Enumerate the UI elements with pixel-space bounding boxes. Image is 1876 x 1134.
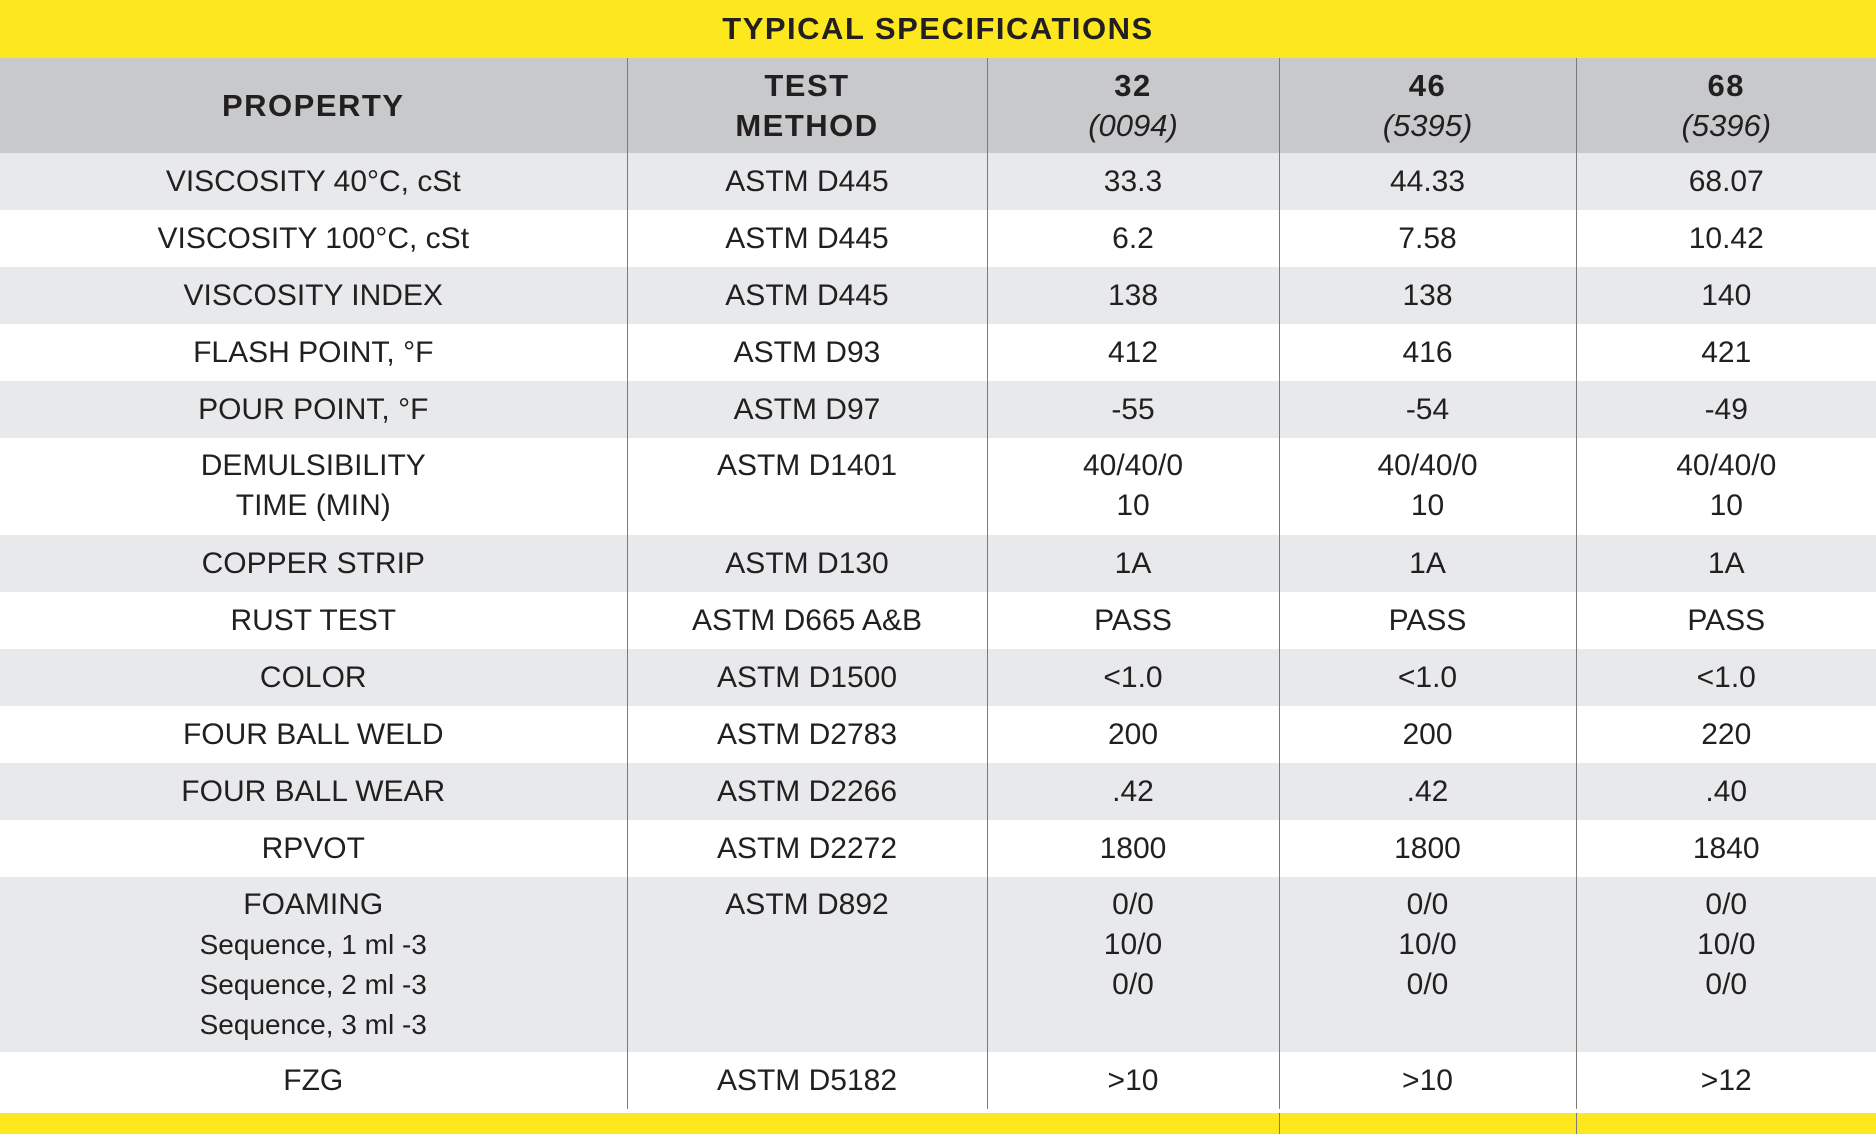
value-cell: .42 bbox=[1279, 763, 1576, 820]
value-cell: -49 bbox=[1576, 381, 1876, 438]
value-line: 10/0 bbox=[1697, 928, 1756, 961]
value-cell: 1A bbox=[1279, 535, 1576, 592]
method-cell: ASTM D2272 bbox=[627, 820, 987, 877]
value-cell: <1.0 bbox=[1576, 649, 1876, 706]
value-cell: 10.42 bbox=[1576, 210, 1876, 267]
method-cell: ASTM D445 bbox=[627, 210, 987, 267]
value-line: 10 bbox=[1410, 489, 1445, 522]
table-row bbox=[0, 877, 1876, 1052]
header-row bbox=[0, 58, 1876, 153]
grade-code: (5396) bbox=[1681, 107, 1772, 143]
property-cell: POUR POINT, °F bbox=[198, 392, 429, 426]
table-row bbox=[0, 763, 1876, 820]
method-cell: ASTM D97 bbox=[627, 381, 987, 438]
property-cell: FOUR BALL WELD bbox=[182, 717, 444, 751]
value-cell: 6.2 bbox=[987, 210, 1279, 267]
table-row bbox=[0, 706, 1876, 763]
value-cell bbox=[1279, 438, 1576, 535]
value-cell: 1800 bbox=[1279, 820, 1576, 877]
method-cell: ASTM D2266 bbox=[627, 763, 987, 820]
property-line: Sequence, 3 ml -3 bbox=[199, 1009, 427, 1040]
value-line: 0/0 bbox=[1406, 888, 1449, 921]
header-method-line: METHOD bbox=[735, 107, 879, 143]
property-cell: FOUR BALL WEAR bbox=[181, 774, 446, 808]
value-cell bbox=[987, 877, 1279, 1052]
value-cell: PASS bbox=[1279, 592, 1576, 649]
value-cell bbox=[1576, 438, 1876, 535]
table-row bbox=[0, 381, 1876, 438]
value-line: 10 bbox=[1116, 489, 1150, 522]
value-line: 0/0 bbox=[1705, 888, 1748, 921]
value-cell: 421 bbox=[1576, 324, 1876, 381]
value-line: 10/0 bbox=[1398, 928, 1457, 961]
property-cell bbox=[0, 877, 627, 1052]
property-cell: FZG bbox=[283, 1063, 344, 1097]
value-cell: 33.3 bbox=[987, 153, 1279, 210]
value-cell: 140 bbox=[1576, 267, 1876, 324]
header-test-method bbox=[627, 58, 987, 153]
property-line: Sequence, 2 ml -3 bbox=[199, 969, 427, 1000]
bottom-accent-bar bbox=[0, 1113, 1876, 1134]
value-line: 0/0 bbox=[1406, 968, 1449, 1001]
value-cell bbox=[1576, 877, 1876, 1052]
property-line: FOAMING bbox=[243, 888, 384, 921]
value-cell: 1840 bbox=[1576, 820, 1876, 877]
value-cell: 7.58 bbox=[1279, 210, 1576, 267]
value-cell: <1.0 bbox=[987, 649, 1279, 706]
value-cell: 200 bbox=[1279, 706, 1576, 763]
value-cell: PASS bbox=[1576, 592, 1876, 649]
table-row bbox=[0, 820, 1876, 877]
value-cell: -54 bbox=[1279, 381, 1576, 438]
value-cell: 1A bbox=[1576, 535, 1876, 592]
grade-code: (0094) bbox=[1088, 107, 1178, 143]
value-line: 10 bbox=[1709, 489, 1743, 522]
table-row bbox=[0, 649, 1876, 706]
value-cell: 138 bbox=[1279, 267, 1576, 324]
table-title: TYPICAL SPECIFICATIONS bbox=[0, 0, 1876, 58]
value-line: 40/40/0 bbox=[1377, 449, 1478, 482]
value-cell: PASS bbox=[987, 592, 1279, 649]
table-row bbox=[0, 592, 1876, 649]
value-cell: 412 bbox=[987, 324, 1279, 381]
value-cell: >10 bbox=[987, 1052, 1279, 1109]
spec-table bbox=[0, 58, 1876, 1109]
property-cell: FLASH POINT, °F bbox=[193, 335, 434, 369]
grade-number: 46 bbox=[1408, 67, 1447, 103]
method-cell: ASTM D445 bbox=[627, 153, 987, 210]
table-row bbox=[0, 267, 1876, 324]
value-cell: >10 bbox=[1279, 1052, 1576, 1109]
value-line: 0/0 bbox=[1112, 888, 1154, 921]
method-cell: ASTM D1500 bbox=[627, 649, 987, 706]
value-cell: >12 bbox=[1576, 1052, 1876, 1109]
value-cell: 68.07 bbox=[1576, 153, 1876, 210]
value-cell: 200 bbox=[987, 706, 1279, 763]
table-row bbox=[0, 438, 1876, 535]
method-cell: ASTM D5182 bbox=[627, 1052, 987, 1109]
table-row bbox=[0, 1052, 1876, 1109]
grade-code: (5395) bbox=[1382, 107, 1473, 143]
table-row bbox=[0, 210, 1876, 267]
property-cell: VISCOSITY INDEX bbox=[183, 278, 443, 312]
value-line: 0/0 bbox=[1705, 968, 1748, 1001]
header-grade-32 bbox=[987, 58, 1279, 153]
property-cell: COLOR bbox=[259, 660, 367, 694]
property-line: Sequence, 1 ml -3 bbox=[199, 929, 427, 960]
value-cell: 1800 bbox=[987, 820, 1279, 877]
method-cell: ASTM D93 bbox=[627, 324, 987, 381]
value-cell: 138 bbox=[987, 267, 1279, 324]
method-cell: ASTM D130 bbox=[627, 535, 987, 592]
property-line: DEMULSIBILITY bbox=[200, 449, 426, 482]
value-cell: 416 bbox=[1279, 324, 1576, 381]
bottom-bar-segment bbox=[1576, 1113, 1876, 1134]
header-method-line: TEST bbox=[764, 67, 850, 103]
method-cell: ASTM D445 bbox=[627, 267, 987, 324]
bottom-bar-segment bbox=[1279, 1113, 1576, 1134]
header-grade-46 bbox=[1279, 58, 1576, 153]
value-cell: <1.0 bbox=[1279, 649, 1576, 706]
value-line: 0/0 bbox=[1112, 968, 1154, 1001]
grade-number: 32 bbox=[1114, 67, 1152, 103]
property-cell: RUST TEST bbox=[230, 603, 397, 637]
value-cell: 1A bbox=[987, 535, 1279, 592]
method-cell: ASTM D2783 bbox=[627, 706, 987, 763]
property-line: TIME (MIN) bbox=[235, 489, 391, 522]
method-cell: ASTM D1401 bbox=[627, 438, 987, 535]
property-cell: VISCOSITY 40°C, cSt bbox=[165, 164, 461, 198]
grade-number: 68 bbox=[1707, 67, 1745, 103]
table-header bbox=[0, 58, 1876, 153]
value-line: 40/40/0 bbox=[1676, 449, 1777, 482]
value-cell bbox=[987, 438, 1279, 535]
table-row bbox=[0, 324, 1876, 381]
header-property: PROPERTY bbox=[221, 87, 405, 123]
method-cell: ASTM D892 bbox=[627, 877, 987, 1052]
value-cell: 44.33 bbox=[1279, 153, 1576, 210]
header-grade-68 bbox=[1576, 58, 1876, 153]
table-row bbox=[0, 153, 1876, 210]
table-row bbox=[0, 535, 1876, 592]
property-cell: COPPER STRIP bbox=[201, 546, 425, 580]
table-body bbox=[0, 153, 1876, 1109]
value-cell: -55 bbox=[987, 381, 1279, 438]
value-line: 10/0 bbox=[1103, 928, 1163, 961]
method-cell: ASTM D665 A&B bbox=[627, 592, 987, 649]
bottom-bar-segment bbox=[0, 1113, 1279, 1134]
value-cell: .40 bbox=[1576, 763, 1876, 820]
value-cell bbox=[1279, 877, 1576, 1052]
property-cell bbox=[0, 438, 627, 535]
value-cell: 220 bbox=[1576, 706, 1876, 763]
value-cell: .42 bbox=[987, 763, 1279, 820]
property-cell: RPVOT bbox=[261, 831, 365, 865]
value-line: 40/40/0 bbox=[1082, 449, 1184, 482]
property-cell: VISCOSITY 100°C, cSt bbox=[157, 221, 470, 255]
